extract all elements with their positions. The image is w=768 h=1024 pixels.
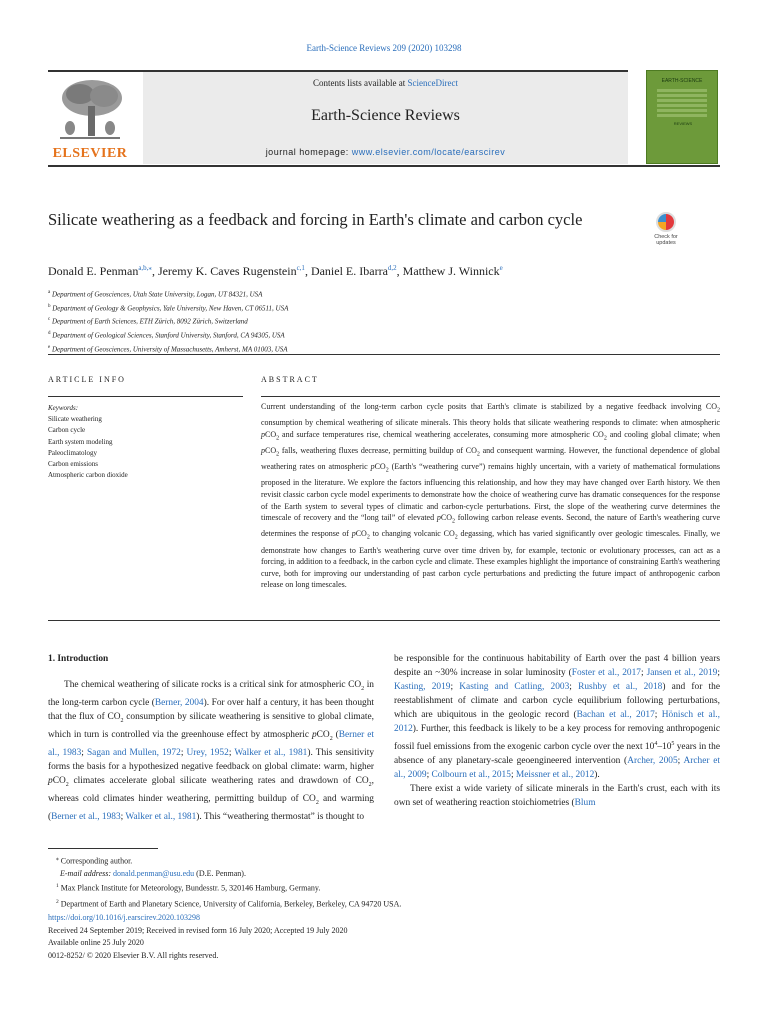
author-affiliation-link[interactable]: c,1 [296, 264, 305, 272]
citation-link[interactable]: Bachan et al., 2017 [576, 710, 655, 721]
citation-link[interactable]: Blum [574, 798, 596, 809]
keyword: Atmospheric carbon dioxide [48, 471, 128, 480]
keywords-box [48, 403, 243, 481]
footnote-text: Corresponding author. [60, 856, 133, 866]
contents-line [143, 78, 628, 88]
elsevier-wordmark: ELSEVIER [52, 146, 128, 161]
affiliation-text: Department of Geology & Geophysics, Yale University, New Haven, CT 06511, USA [52, 303, 289, 312]
publication-info [48, 912, 720, 962]
journal-reference[interactable]: Earth-Science Reviews 209 (2020) 103298 [306, 43, 462, 53]
journal-cover[interactable] [646, 70, 718, 164]
citation-link[interactable]: Kasting and Catling, 2003 [459, 682, 570, 693]
affiliation [48, 328, 720, 342]
citation-link[interactable]: Walker et al., 1981 [234, 748, 308, 759]
citation-link[interactable]: Berner, 2004 [154, 698, 204, 709]
article-title: Silicate weathering as a feedback and forcing in Earth's climate and carbon cycle [48, 210, 583, 229]
affiliation [48, 287, 720, 301]
contents-prefix: Contents lists available at [313, 78, 408, 88]
citation-link[interactable]: Hönisch et al., 2012 [394, 710, 720, 735]
doi-link[interactable]: https://doi.org/10.1016/j.earscirev.2020.103298 [48, 913, 200, 922]
footnotes [48, 853, 720, 911]
affiliation-list [48, 287, 720, 355]
body-column-right [394, 652, 720, 810]
author-affiliation-link[interactable]: a,b,⁎ [138, 264, 152, 272]
footnote-email [48, 868, 720, 880]
body-paragraph: be responsible for the continuous habitability of Earth over the past 4 billion years despite an ~30% increase in solar luminosity (Foster et al., 2017; Jansen et al., 2019; Kasting, 2019; Kasting and Catling, 2003; Rushby et al., 2018) and for the reestablishment of climate and carbon cycle equilibrium following perturbations, which are ubiquitous in the geologic record (Bachan et al., 2017; Hönisch et al., 2012). Further, this feedback is likely to be a key process for removing anthropogenic fossil fuel emissions from the exogenic carbon cycle over the next $10^4-10^5$ years in the absence of any planetary-scale geoengineered intervention (Archer, 2005; Archer et al., 2009; Colbourn et al., 2015; Meissner et al., 2012). [394, 654, 720, 780]
citation-link[interactable]: Archer, 2005 [627, 755, 678, 766]
body-column-left [48, 652, 374, 824]
masthead-center [143, 72, 628, 164]
citation-link[interactable]: Rushby et al., 2018 [578, 682, 663, 693]
affiliation [48, 314, 720, 328]
author-affiliation-link[interactable]: e [499, 264, 503, 272]
article-info-rule [48, 396, 243, 397]
keyword: Earth system modeling [48, 437, 113, 446]
cover-image [657, 87, 707, 117]
elsevier-tree-icon [50, 76, 130, 146]
citation-link[interactable]: Jansen et al., 2019 [646, 668, 718, 679]
online-date: Available online 25 July 2020 [48, 938, 144, 948]
copyright: 0012-8252/ © 2020 Elsevier B.V. All rights reserved. [48, 950, 219, 960]
crossmark-icon [656, 212, 676, 232]
author-name: Jeremy K. Caves Rugenstein [157, 264, 297, 278]
homepage-link[interactable]: www.elsevier.com/locate/earscirev [351, 147, 506, 157]
citation-link[interactable]: Urey, 1952 [186, 748, 229, 759]
abstract-rule [261, 396, 720, 397]
article-info-heading: ARTICLE INFO [48, 375, 126, 384]
received-dates: Received 24 September 2019; Received in revised form 16 July 2020; Accepted 19 July 2020 [48, 925, 348, 935]
email-suffix: (D.E. Penman). [194, 869, 246, 879]
section-heading: 1. Introduction [48, 654, 109, 664]
body-paragraph: The chemical weathering of silicate rocks is a critical sink for atmospheric $CO_2$ in the long-term carbon cycle (Berner, 2004). For over half a century, it has been thought that the flux of $CO_2$ consumption by silicate weathering is sensitive to global climate, which in turn is controlled via the greenhouse effect by atmospheric pCO$_2$ (Berner et al., 1983; Sagan and Mullen, 1972; Urey, 1952; Walker et al., 1981). This sensitivity forms the basis for a hypothesized negative feedback on global climate: warm, higher pCO$_2$ climates accelerate global silicate weathering rates and drawdown of $CO_2$, whereas cold climates hinder weathering, permitting buildup of $CO_2$ and warming (Berner et al., 1983; Walker et al., 1981). This “weathering thermostat” is thought to [48, 680, 375, 823]
keyword: Silicate weathering [48, 415, 102, 424]
footnote-corresponding: ⁎ Corresponding author. [56, 856, 133, 866]
sciencedirect-link[interactable]: ScienceDirect [407, 78, 458, 88]
affiliation-text: Department of Geological Sciences, Stanford University, Stanford, CA 94305, USA [52, 331, 285, 340]
footnote-text: Max Planck Institute for Meteorology, Bundesstr. 5, 320146 Hamburg, Germany. [60, 884, 321, 894]
footnote-text: Department of Earth and Planetary Science, University of California, Berkeley, Berkeley, CA 94720 USA. [60, 899, 402, 909]
citation-link[interactable]: Archer et al., 2009 [394, 755, 720, 780]
email-link[interactable]: donald.penman@usu.edu [113, 869, 195, 879]
body-paragraph: There exist a wide variety of silicate minerals in the Earth's crust, each with its own set of weathering reaction stoichiometries (Blum [394, 783, 720, 809]
header-divider [48, 354, 720, 355]
email-label: E-mail address: [60, 869, 112, 879]
citation-link[interactable]: Walker et al., 1981 [125, 812, 197, 823]
crossmark-line-1: Check for [654, 234, 678, 240]
affiliation-text: Department of Geosciences, Utah State University, Logan, UT 84321, USA [51, 290, 263, 299]
affiliation-text: Department of Geosciences, University of Massachusetts, Amherst, MA 01003, USA [51, 344, 288, 353]
homepage-prefix: journal homepage: [265, 147, 352, 157]
abstract-heading: ABSTRACT [261, 375, 319, 384]
affiliation-key: e [48, 344, 51, 350]
keywords-label: Keywords: [48, 404, 79, 412]
affiliation-key: a [48, 290, 51, 295]
elsevier-logo [50, 76, 130, 162]
keyword: Paleoclimatology [48, 448, 97, 457]
footnote-rule [48, 848, 158, 849]
footnote-1: $^1$ Max Planck Institute for Meteorology, Bundesstr. 5, 320146 Hamburg, Germany. [56, 883, 321, 894]
cover-title: EARTH-SCIENCE [661, 78, 703, 84]
masthead-bottom-rule [48, 165, 720, 167]
keyword: Carbon emissions [48, 460, 98, 469]
journal-homepage [143, 147, 628, 157]
crossmark-badge[interactable] [648, 212, 684, 252]
affiliation [48, 301, 720, 315]
journal-masthead [48, 70, 720, 168]
keyword: Carbon cycle [48, 426, 86, 435]
citation-link[interactable]: Berner et al., 1983 [51, 812, 121, 823]
abstract-text: Current understanding of the long-term carbon cycle posits that Earth's climate is stabilized by a negative feedback involving $CO_2$ consumption by chemical weathering of silicate minerals. This theory holds that silicate weathering responds to climate: when atmospheric pCO$_2$ and surface temperatures rise, chemical weathering accelerates, consuming more atmospheric $CO_2$ and cooling global climate; when pCO$_2$ falls, weathering fluxes decrease, permitting buildup of $CO_2$ and consequent warming. However, the functional dependence of global weathering rates on atmospheric pCO$_2$ (Earth's “weathering curve”) remains highly uncertain, with a variety of mathematical formulations proposed in the literature. We explore the factors influencing this relationship, and how they may have changed over Earth history. We then revisit classic carbon cycle model experiments to demonstrate how the choice of weathering curve has dramatic consequences for the response of the Earth system to several types of climatic and carbon-cycle perturbations. First, the slope of the weathering curve determines the timescale of recovery and the “long tail” of elevated pCO$_2$ following carbon release events. Second, the nature of Earth's weathering curve determines the response of pCO$_2$ to changing volcanic $CO_2$ degassing, which has varied significantly over geologic timescales. Finally, we demonstrate how changes to Earth's weathering curve over time driven by, for example, tectonic or evolutionary processes, can act as a forcing, in addition to a feedback, in the carbon cycle and climate. These examples highlight the importance of constraining Earth's weathering curve, both for improving our understanding of past carbon cycle perturbations and predicting the future impact of anthropogenic carbon release on long timescales. [261, 402, 720, 590]
citation-link[interactable]: Foster et al., 2017 [571, 668, 641, 679]
cover-subtitle: REVIEWS [673, 121, 693, 126]
author-list: Donald E. Penman$^{a,b,⁎}$, Jeremy K. Caves Rugenstein$^{c,1}$, Daniel E. Ibarra$^{d,2}$, Matthew J. Winnick$^e$ [48, 264, 503, 278]
abstract-divider [48, 620, 720, 621]
affiliation-key: b [48, 303, 51, 309]
citation-link[interactable]: Colbourn et al., 2015 [431, 769, 511, 780]
journal-title: Earth-Science Reviews [311, 107, 460, 124]
citation-link[interactable]: Sagan and Mullen, 1972 [86, 748, 181, 759]
crossmark-label [648, 234, 684, 246]
citation-link[interactable]: Kasting, 2019 [394, 682, 451, 693]
affiliation-key: d [48, 330, 51, 336]
crossmark-line-2: updates [656, 240, 676, 246]
author-name: Daniel E. Ibarra [310, 264, 388, 278]
author-name: Donald E. Penman [48, 264, 139, 278]
author-name: Matthew J. Winnick [402, 264, 500, 278]
citation-link[interactable]: Meissner et al., 2012 [515, 769, 595, 780]
citation-link[interactable]: Berner et al., 1983 [48, 730, 374, 759]
footnote-2: $^2$ Department of Earth and Planetary Science, University of California, Berkeley, Berkeley, CA 94720 USA. [56, 898, 402, 909]
author-affiliation-link[interactable]: d,2 [387, 264, 397, 272]
affiliation-key: c [48, 317, 51, 323]
affiliation-text: Department of Earth Sciences, ETH Zürich, 8092 Zürich, Switzerland [51, 317, 248, 326]
